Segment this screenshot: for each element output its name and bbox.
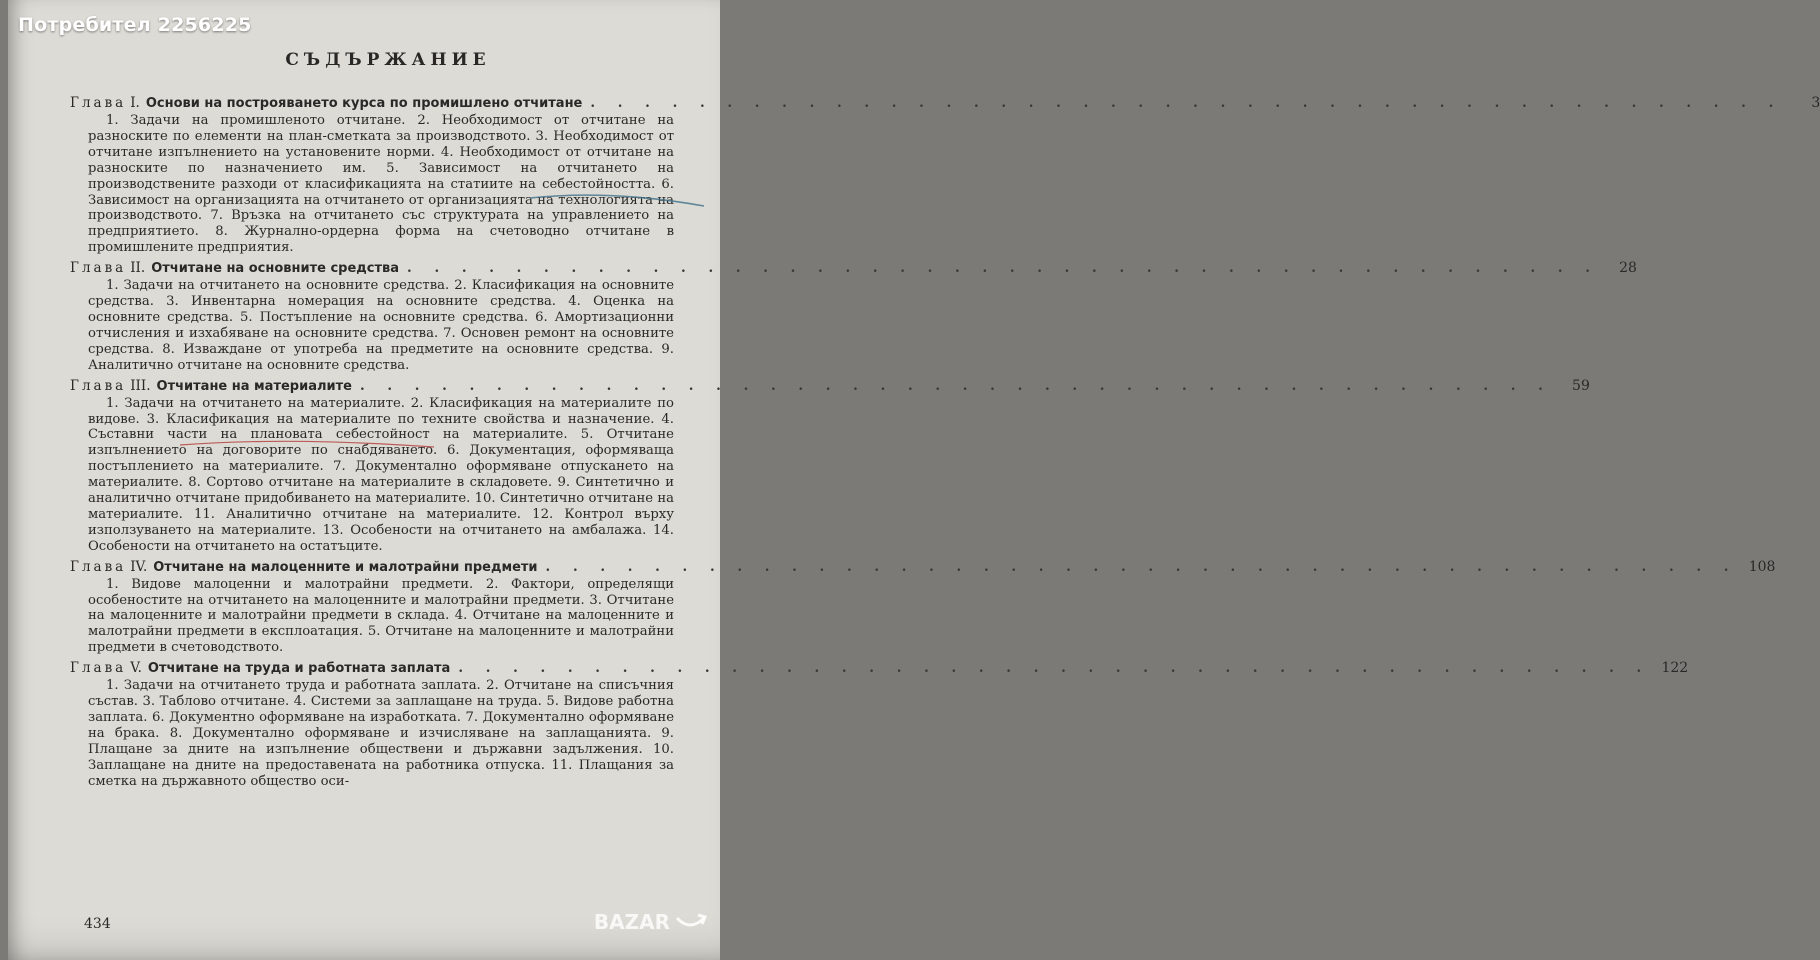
page-folio: 434 — [84, 916, 111, 932]
chapter-heading — [70, 377, 1590, 396]
chapter-word: Глава — [70, 558, 127, 575]
table-of-contents — [70, 94, 1820, 793]
chapter-title: Отчитане на материалите — [156, 378, 352, 394]
chapter-number: V. — [130, 660, 142, 677]
chapter-entry — [70, 377, 1590, 555]
chapter-contents: 1. Видове малоценни и малотрайни предмети. 2. Фактори, определящи особеностите на отчитането на малоценните и малотрайни предмети. 3. Отчитане на малоценните и малотрайни предмети в склада. 4. Отчитане на малоценните и малотрайни предмети в експлоатация. 5. Отчитане на малоценните и малотрайни предмети в счетоводството. — [88, 576, 674, 656]
bazar-watermark — [594, 910, 708, 934]
chapter-page-number: 122 — [1661, 660, 1689, 677]
watermark-text: BAZAR — [593, 910, 670, 934]
chapter-title: Отчитане на основните средства — [151, 261, 400, 277]
chapter-page-number: 59 — [1572, 377, 1590, 394]
chapter-entry — [70, 558, 1776, 657]
chapter-entry — [70, 259, 1637, 373]
chapter-page-number: 108 — [1748, 558, 1776, 575]
chapter-number: III. — [130, 377, 151, 394]
chapter-number: I. — [130, 95, 140, 111]
chapter-word: Глава — [70, 660, 127, 677]
chapter-entry — [70, 94, 1820, 256]
chapter-page-number: 3 — [1811, 95, 1820, 111]
chapter-title: Основи на построяването курса по промишлено отчитане — [145, 96, 583, 111]
chapter-number: IV. — [130, 558, 148, 575]
chapter-word: Глава — [70, 260, 127, 277]
chapter-number: II. — [130, 260, 146, 277]
chapter-heading — [70, 259, 1637, 278]
chapter-heading — [70, 659, 1689, 678]
chapter-contents: 1. Задачи на отчитането на материалите. 2. Класификация на материалите по видове. 3. Класификация на материалите по техните свойства и назначение. 4. Съставни части на плановата себестойност на материалите. 5. Отчитане изпълнението на договорите по снабдяването. 6. Документация, оформяваща постъплението на материалите. 7. Документално оформяване отпускането на материалите. 8. Сортово отчитане на материалите в складовете. 9. Синтетично и аналитично отчитане придобиването на материалите. 10. Синтетично отчитане на материалите. 11. Аналитично отчитане на материалите. 12. Контрол върху използуването на материалите. 13. Особености на отчитането на амбалажа. 14. Особености на отчитането на остатъците. — [88, 395, 674, 554]
chapter-title: Отчитане на малоценните и малотрайни предмети — [153, 559, 538, 575]
chapter-word: Глава — [70, 95, 127, 111]
smile-arrow-icon — [674, 912, 708, 932]
dot-leader: . . . . . . . . . . . . . . . . . . . . . . . . . . . . . . . . . . . . . . . . . . . . — [359, 377, 1552, 394]
chapter-contents: 1. Задачи на отчитането на основните средства. 2. Класификация на основните средства. 3. Инвентарна номерация на основните средства. 4. Оценка на основните средства. 5. Постъпление на основните средства. 6. Амортизационни отчисления и изхабяване на основните средства. 7. Основен ремонт на основните средства. 8. Изваждане от употреба на предметите на основните средства. 9. Аналитично отчитане на основните средства. — [88, 278, 674, 373]
dot-leader: . . . . . . . . . . . . . . . . . . . . . . . . . . . . . . . . . . . . . . . . . . . . — [458, 660, 1651, 677]
chapter-heading — [70, 558, 1776, 577]
dot-leader: . . . . . . . . . . . . . . . . . . . . . . . . . . . . . . . . . . . . . . . . . . . . — [407, 260, 1599, 277]
chapter-title: Отчитане на труда и работната заплата — [147, 661, 451, 677]
chapter-word: Глава — [70, 377, 127, 394]
chapter-contents: 1. Задачи на отчитането труда и работната заплата. 2. Отчитане на списъчния състав. 3. Таблово отчитане. 4. Системи за заплащане на труда. 5. Видове работна заплата. 6. Документно оформяване на изработката. 7. Документално оформяване на брака. 8. Документално оформяване и изчисляване на заплащанията. 9. Плащане за дните на изпълнение обществени и държавни задължения. 10. Заплащане на дните на предоставената на работника отпуска. 11. Плащания за сметка на държавното общество оси- — [88, 678, 674, 789]
book-page — [8, 0, 1820, 960]
chapter-entry — [70, 659, 1689, 789]
seller-label: Потребител 2256225 — [18, 14, 252, 36]
dot-leader: . . . . . . . . . . . . . . . . . . . . . . . . . . . . . . . . . . . . . . . . . . . . — [545, 558, 1738, 575]
chapter-contents: 1. Задачи на промишленото отчитане. 2. Необходимост от отчитане на разноските по елементи на план-сметката за производството. 3. Необходимост от отчитане изпълнението на установените норми. 4. Необходимост от отчитане на разноските по назначението им. 5. Зависимост на отчитането на производствените разходи от класификацията на статиите на себестойността. 6. Зависимост на организацията на отчитането от организацията на технологията на производството. 7. Връзка на отчитането със структурата на управлението на предприятието. 8. Журнално-ордерна форма на счетоводно отчитане в промишлените предприятия. — [88, 113, 674, 256]
dot-leader: . . . . . . . . . . . . . . . . . . . . . . . . . . . . . . . . . . . . . . . . . . . . — [590, 95, 1783, 111]
chapter-heading — [70, 94, 1820, 113]
chapter-page-number: 28 — [1619, 260, 1637, 277]
page-title: СЪДЪРЖАНИЕ — [285, 50, 491, 70]
